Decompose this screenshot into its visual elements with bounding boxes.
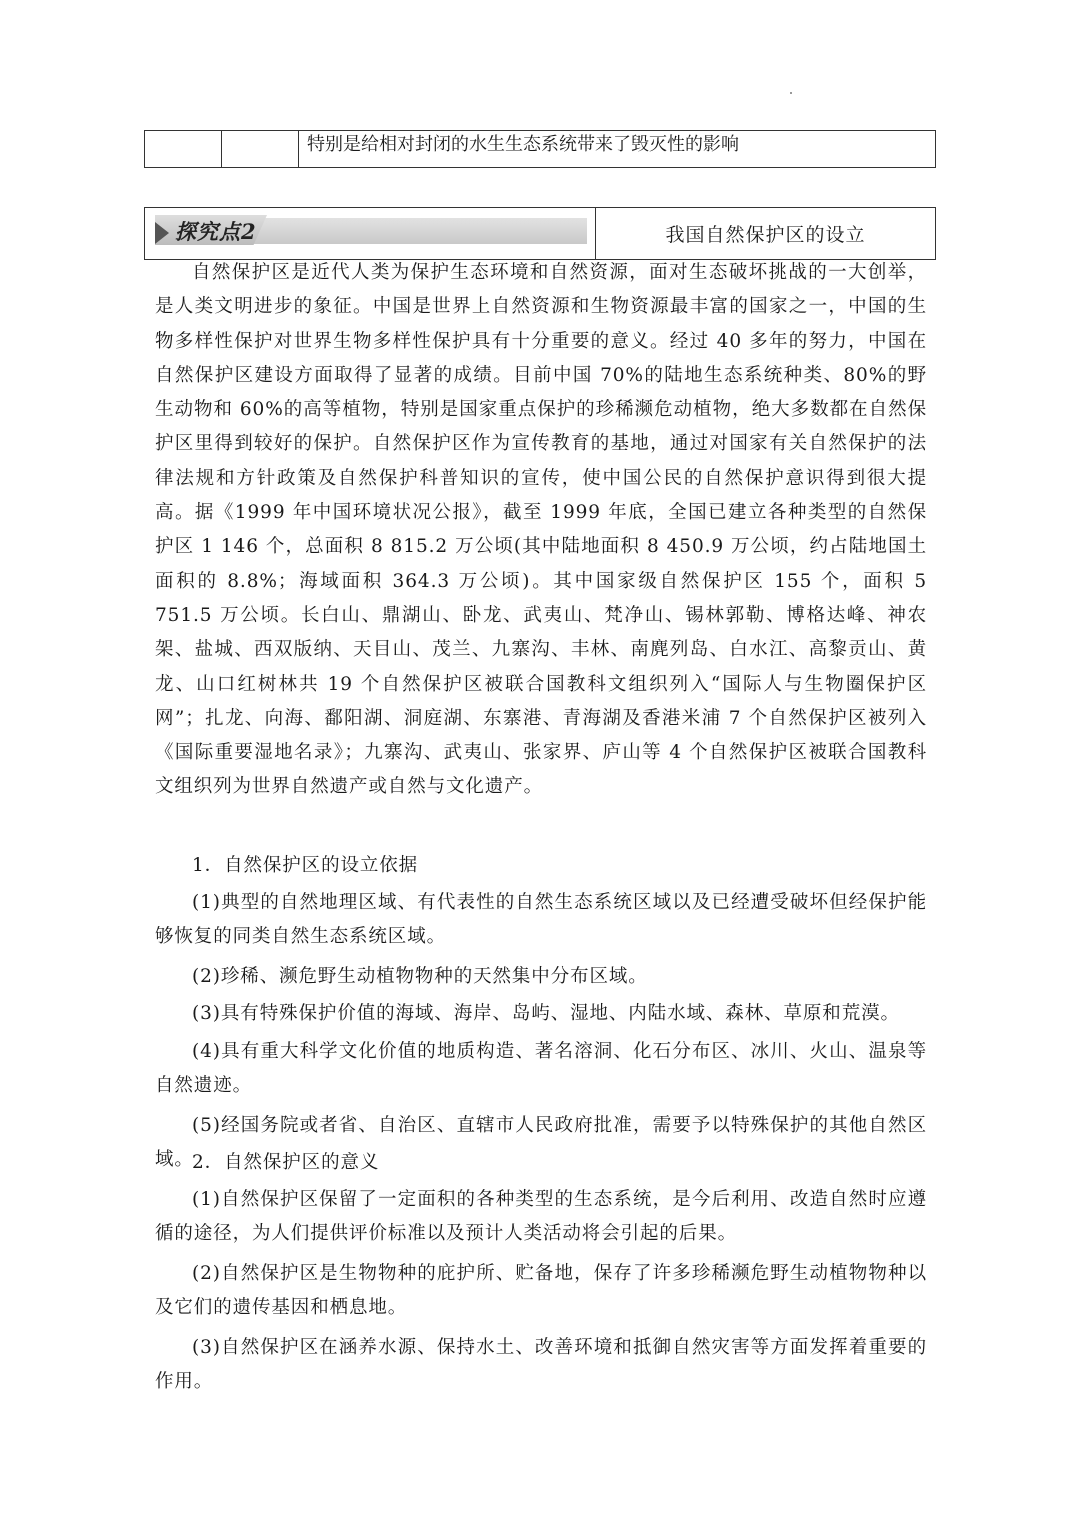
significance-item-2: (2)自然保护区是生物物种的庇护所、贮备地，保存了许多珍稀濒危野生动植物物种以及它们的遗传基因和栖息地。	[155, 1263, 927, 1319]
table-cell-empty-1	[145, 131, 222, 167]
scan-speck	[790, 92, 792, 94]
basis-heading: 1．自然保护区的设立依据	[192, 855, 419, 876]
significance-item-1: (1)自然保护区保留了一定面积的各种类型的生态系统，是今后利用、改造自然时应遵循的途径，为人们提供评价标准以及预计人类活动将会引起的后果。	[155, 1189, 927, 1245]
basis-item-3: (3)具有特殊保护价值的海域、海岸、岛屿、湿地、内陆水域、森林、草原和荒漠。	[192, 1003, 900, 1024]
section-header	[144, 207, 936, 260]
table-cell-empty-2	[222, 131, 299, 167]
intro-paragraph: 自然保护区是近代人类为保护生态环境和自然资源，面对生态破坏挑战的一大创举，是人类文明进步的象征。中国是世界上自然资源和生物资源最丰富的国家之一，中国的生物多样性保护对世界生物多样性保护具有十分重要的意义。经过 40 多年的努力，中国在自然保护区建设方面取得了显著的成绩。目前中国 70%的陆地生态系统种类、80%的野生动物和 60%的高等植物，特别是国家重点保护的珍稀濒危动植物，绝大多数都在自然保护区里得到较好的保护。自然保护区作为宣传教育的基地，通过对国家有关自然保护的法律法规和方针政策及自然保护科普知识的宣传，使中国公民的自然保护意识得到很大提高。据《1999 年中国环境状况公报》，截至 1999 年底，全国已建立各种类型的自然保护区 1 146 个，总面积 8 815.2 万公顷(其中陆地面积 8 450.9 万公顷，约占陆地国土面积的 8.8%；海域面积 364.3 万公顷)。其中国家级自然保护区 155 个，面积 5 751.5 万公顷。长白山、鼎湖山、卧龙、武夷山、梵净山、锡林郭勒、博格达峰、神农架、盐城、西双版纳、天目山、茂兰、九寨沟、丰林、南麂列岛、白水江、高黎贡山、黄龙、山口红树林共 19 个自然保护区被联合国教科文组织列入“国际人与生物圈保护区网”；扎龙、向海、鄱阳湖、洞庭湖、东寨港、青海湖及香港米浦 7 个自然保护区被列入《国际重要湿地名录》；九寨沟、武夷山、张家界、庐山等 4 个自然保护区被联合国教科文组织列为世界自然遗产或自然与文化遗产。	[155, 262, 927, 798]
triangle-icon	[155, 222, 169, 244]
table-cell-text: 特别是给相对封闭的水生生态系统带来了毁灭性的影响	[307, 134, 739, 155]
section-label-cell	[145, 208, 596, 259]
basis-item-2: (2)珍稀、濒危野生动植物物种的天然集中分布区域。	[192, 966, 648, 987]
section-title: 我国自然保护区的设立	[665, 224, 866, 246]
continuation-table	[144, 130, 936, 168]
basis-item-5: (5)经国务院或者省、自治区、直辖市人民政府批准，需要予以特殊保护的其他自然区域。	[155, 1115, 927, 1171]
section-label: 探究点2	[175, 219, 257, 244]
significance-heading: 2．自然保护区的意义	[192, 1152, 380, 1173]
basis-item-4: (4)具有重大科学文化价值的地质构造、著名溶洞、化石分布区、冰川、火山、温泉等自然遗迹。	[155, 1041, 927, 1097]
basis-item-1: (1)典型的自然地理区域、有代表性的自然生态系统区域以及已经遭受破坏但经保护能够恢复的同类自然生态系统区域。	[155, 892, 927, 948]
significance-item-3: (3)自然保护区在涵养水源、保持水土、改善环境和抵御自然灾害等方面发挥着重要的作用。	[155, 1337, 927, 1393]
